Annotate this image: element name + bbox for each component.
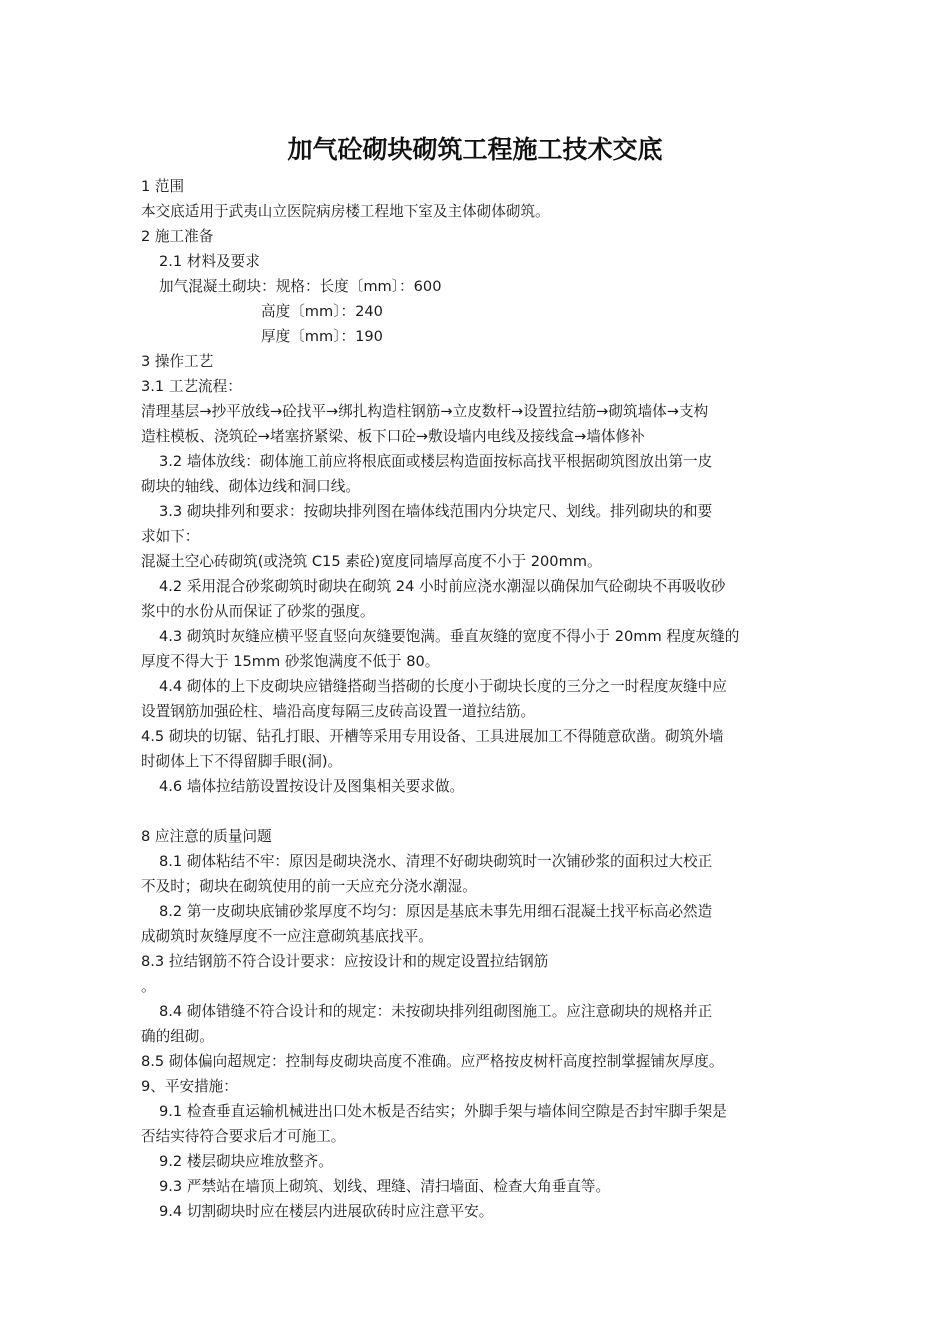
text-line: 3.2 墙体放线：砌体施工前应将根底面或楼层构造面按标高找平根据砌筑图放出第一皮 xyxy=(159,453,713,470)
text-line: 砌块的轴线、砌体边线和洞口线。 xyxy=(141,478,360,495)
text-line: 4.5 砌块的切锯、钻孔打眼、开槽等采用专用设备、工具进展加工不得随意砍凿。砌筑外墙 xyxy=(141,728,724,745)
text-line: 9.4 切割砌块时应在楼层内进展砍砖时应注意平安。 xyxy=(159,1203,494,1220)
text-line: 1 范围 xyxy=(141,178,185,195)
text-line: 厚度〔mm〕：190 xyxy=(261,328,383,345)
text-line: 9.1 检查垂直运输机械进出口处木板是否结实；外脚手架与墙体间空隙是否封牢脚手架是 xyxy=(159,1103,727,1120)
text-line: 否结实待符合要求后才可施工。 xyxy=(141,1128,346,1145)
document-title: 加气砼砌块砌筑工程施工技术交底 xyxy=(287,135,663,164)
text-line: 时砌体上下不得留脚手眼(洞)。 xyxy=(141,753,343,770)
text-line: 高度〔mm〕：240 xyxy=(261,303,383,320)
text-line: 8.3 拉结钢筋不符合设计要求：应按设计和的规定设置拉结钢筋 xyxy=(141,953,549,970)
text-line: 造柱模板、浇筑砼→堵塞挤紧梁、板下口砼→敷设墙内电线及接线盒→墙体修补 xyxy=(141,428,645,445)
text-line: 9.3 严禁站在墙顶上砌筑、划线、理缝、清扫墙面、检查大角垂直等。 xyxy=(159,1178,611,1195)
text-line: 4.4 砌体的上下皮砌块应错缝搭砌当搭砌的长度小于砌块长度的三分之一时程度灰缝中应 xyxy=(159,678,727,695)
text-line: 9.2 楼层砌块应堆放整齐。 xyxy=(159,1153,333,1170)
text-line: 求如下： xyxy=(141,528,200,545)
text-line: 8.2 第一皮砌块底铺砂浆厚度不均匀：原因是基底未事先用细石混凝土找平标高必然造 xyxy=(159,903,713,920)
text-line: 8.4 砌体错缝不符合设计和的规定：未按砌块排列组砌图施工。应注意砌块的规格并正 xyxy=(159,1003,713,1020)
text-line: 本交底适用于武夷山立医院病房楼工程地下室及主体砌体砌筑。 xyxy=(141,203,550,220)
text-line: 9、平安措施： xyxy=(141,1078,238,1095)
text-line: 3.3 砌块排列和要求：按砌块排列图在墙体线范围内分块定尺、划线。排列砌块的和要 xyxy=(159,503,713,520)
text-line: 2.1 材料及要求 xyxy=(159,253,260,270)
text-line: 2 施工准备 xyxy=(141,228,214,245)
text-line: 厚度不得大于 15mm 砂浆饱满度不低于 80。 xyxy=(141,653,440,670)
text-line: 4.6 墙体拉结筋设置按设计及图集相关要求做。 xyxy=(159,778,465,795)
text-line: 8.1 砌体粘结不牢：原因是砌块浇水、清理不好砌块砌筑时一次铺砂浆的面积过大校正 xyxy=(159,853,713,870)
text-line: 3 操作工艺 xyxy=(141,353,214,370)
text-line: 清理基层→抄平放线→砼找平→绑扎构造柱钢筋→立皮数杆→设置拉结筋→砌筑墙体→支构 xyxy=(141,403,709,420)
text-line: 3.1 工艺流程： xyxy=(141,378,242,395)
text-line: 成砌筑时灰缝厚度不一应注意砌筑基底找平。 xyxy=(141,928,433,945)
document-body xyxy=(141,174,813,1224)
text-line: 4.2 采用混合砂浆砌筑时砌块在砌筑 24 小时前应浇水潮湿以确保加气砼砌块不再吸收砂 xyxy=(159,578,726,595)
text-line: 8 应注意的质量问题 xyxy=(141,828,272,845)
text-line: 不及时；砌块在砌筑使用的前一天应充分浇水潮湿。 xyxy=(141,878,477,895)
text-line: 。 xyxy=(141,978,156,995)
text-line: 8.5 砌体偏向超规定：控制每皮砌块高度不准确。应严格按皮树杆高度控制掌握铺灰厚度。 xyxy=(141,1053,724,1070)
text-line: 混凝土空心砖砌筑(或浇筑 C15 素砼)宽度同墙厚高度不小于 200mm。 xyxy=(141,553,602,570)
text-line: 4.3 砌筑时灰缝应横平竖直竖向灰缝要饱满。垂直灰缝的宽度不得小于 20mm 程度灰缝的 xyxy=(159,628,740,645)
text-line: 加气混凝土砌块：规格：长度〔mm〕：600 xyxy=(159,278,442,295)
text-line: 设置钢筋加强砼柱、墙沿高度每隔三皮砖高设置一道拉结筋。 xyxy=(141,703,536,720)
text-line: 浆中的水份从而保证了砂浆的强度。 xyxy=(141,603,375,620)
blank-line xyxy=(141,799,813,824)
text-line: 确的组砌。 xyxy=(141,1028,214,1045)
